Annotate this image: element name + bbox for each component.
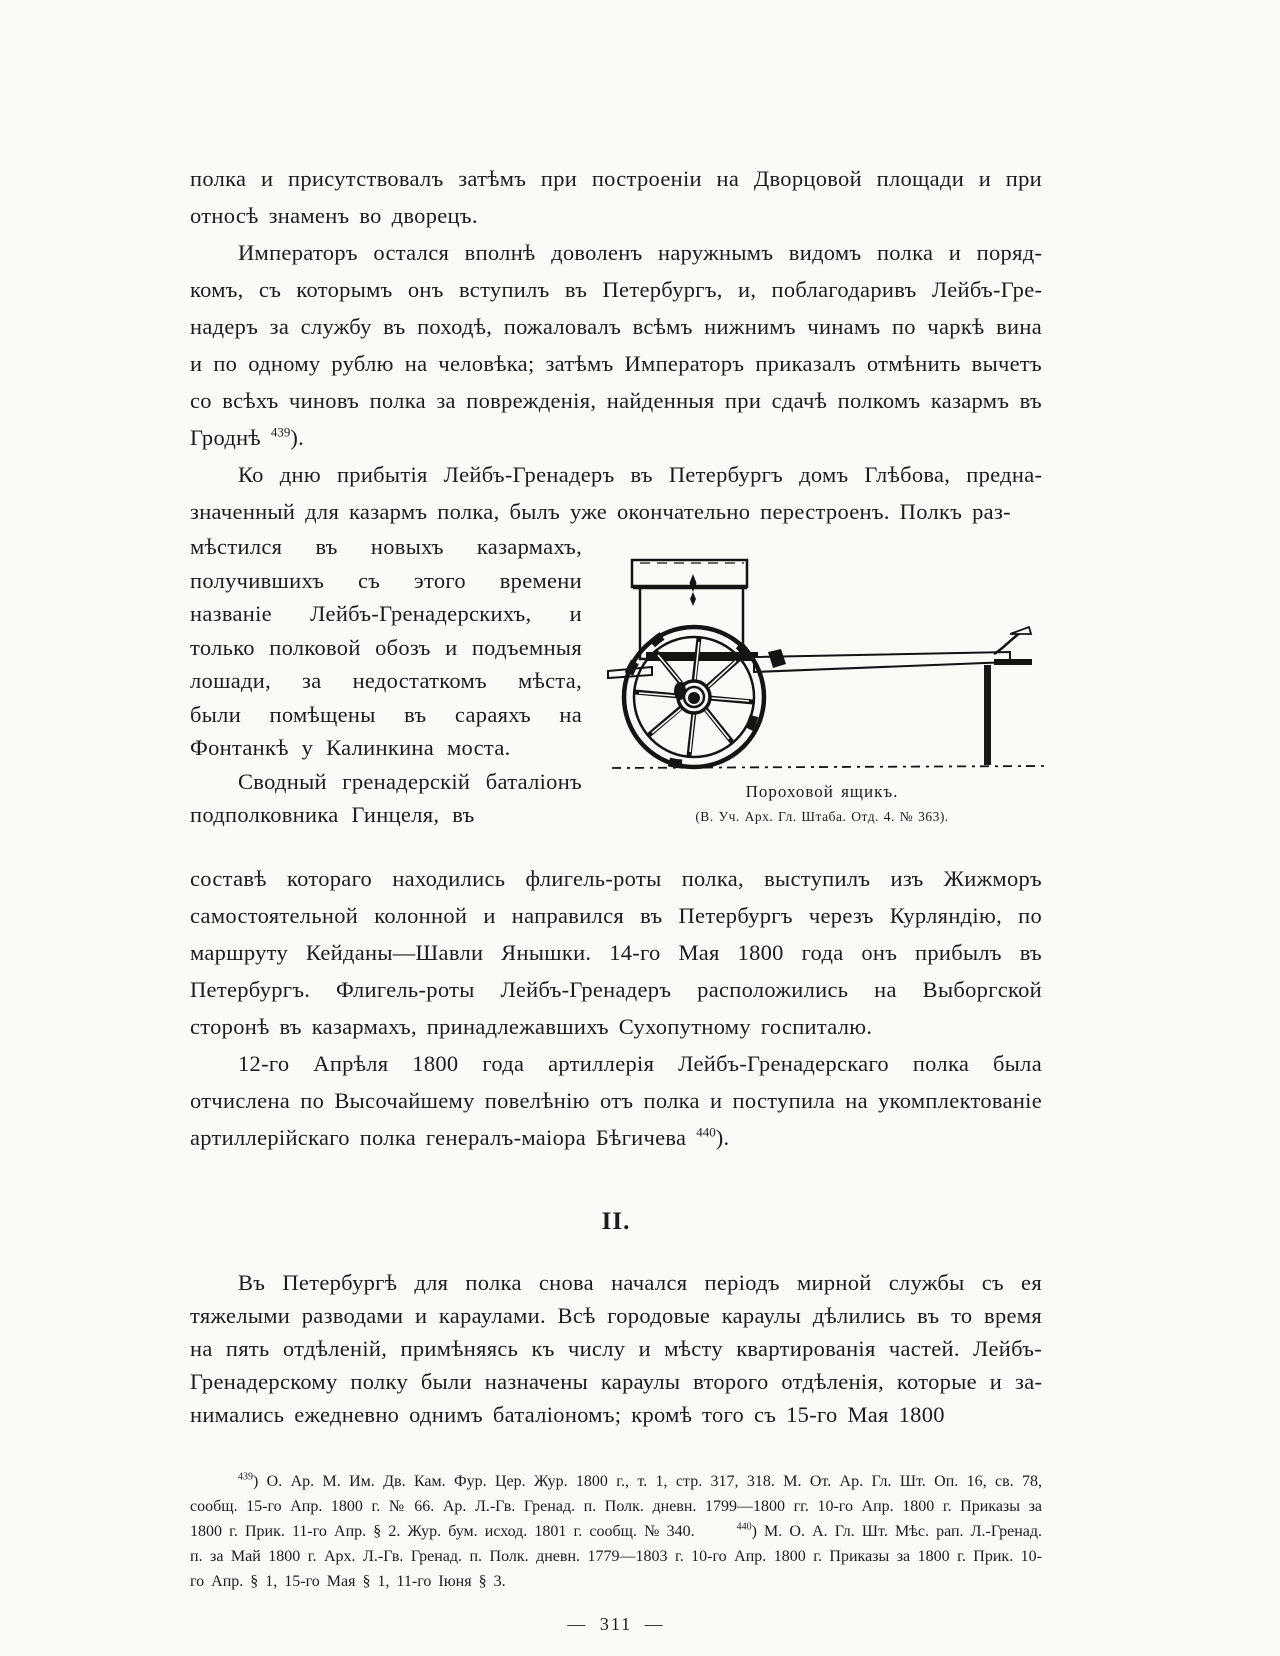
paragraph-tail: ). bbox=[715, 1125, 730, 1150]
section-heading: II. bbox=[601, 1208, 631, 1235]
paragraph-petersburg-service bbox=[190, 1266, 1042, 1431]
paragraph-text: Императоръ остался вполнѣ доволенъ наружнымъ видомъ полка и порядкомъ, съ которымъ онъ вступилъ въ Петербургъ, и, поблагодаривъ Лейбъ-Гренадеръ за службу въ походѣ, пожаловалъ всѣмъ нижнимъ чинамъ по чаркѣ вина и по одному рублю на человѣка; затѣмъ Императоръ приказалъ отмѣнить вычетъ со всѣхъ чиновъ полка за поврежденія, найденныя при сдачѣ полкомъ казармъ въ Гроднѣ bbox=[190, 240, 1042, 450]
footnotes-block bbox=[190, 1469, 1042, 1594]
hub-shadow bbox=[674, 682, 686, 700]
paragraph-tail: ). bbox=[290, 425, 305, 450]
page-number: — 311 — bbox=[567, 1614, 665, 1634]
powder-cart-illustration bbox=[596, 530, 1048, 772]
paragraph-battalion-start bbox=[190, 765, 582, 832]
paragraph-text: Ко дню прибытія Лейбъ-Гренадеръ въ Петербургъ домъ Глѣбова, предназначенный для казармъ полка, былъ уже окончательно перестроенъ. Полкъ раз- bbox=[190, 462, 1042, 524]
paragraph-text: полка и присутствовалъ затѣмъ при построеніи на Дворцовой площади и при относѣ знаменъ во дворецъ. bbox=[190, 166, 1042, 228]
footnote-439-marker: 439 bbox=[238, 1471, 253, 1483]
pole-hook-tip bbox=[1010, 627, 1031, 634]
footnote-marker-440: 440 bbox=[696, 1124, 716, 1140]
paragraph-text: Въ Петербургѣ для полка снова начался періодъ мирной службы съ ея тяжелыми разводами и караулами. Всѣ городовые караулы дѣлились въ то время на пять отдѣленій, примѣняясь къ числу и мѣсту квартированія частей. Лейбъ-Гренадерскому полку были назначены караулы второго отдѣленія, которые и занимались ежедневно однимъ баталіономъ; кромѣ того съ 15-го Мая 1800 bbox=[190, 1270, 1042, 1427]
footnote-439-text: ) О. Ар. М. Им. Дв. Кам. Фур. Цер. Жур. 1800 г., т. 1, стр. 317, 318. М. От. Ар. Гл. Шт. Оп. 16, св. 78, сообщ. 15-го Апр. 1800 г. № 66. Ар. Л.-Гв. Гренад. п. Полк. дневн. 1799—1800 гг. 10-го Апр. 1800 г. Приказы за 1800 г. Прик. 11-го Апр. § 2. Жур. бум. исход. 1801 г. сообщ. № 340. bbox=[190, 1473, 1042, 1540]
footnote-marker-439: 439 bbox=[270, 424, 291, 440]
paragraph-continuation bbox=[190, 160, 1042, 234]
footnote-440-marker: 440 bbox=[736, 1521, 752, 1533]
paragraph-text: 12-го Апрѣля 1800 года артиллерія Лейбъ-Гренадерскаго полка была отчислена по Высочайшему повелѣнію отъ полка и поступила на укомплектованіе артиллерійскаго полка генералъ-маіора Бѣгичева bbox=[190, 1051, 1042, 1150]
powder-box-lid bbox=[632, 560, 747, 587]
paragraph-battalion-continued bbox=[190, 860, 1042, 1045]
text-block bbox=[190, 160, 1042, 1635]
paragraph-text: Сводный гренадерскій баталіонъ подполковника Гинцеля, въ bbox=[190, 768, 582, 827]
paragraph-barracks bbox=[190, 530, 582, 765]
figure-caption-source: (В. Уч. Арх. Гл. Штаба. Отд. 4. № 363). bbox=[695, 809, 949, 824]
powder-cart-figure bbox=[596, 530, 1048, 825]
figure-caption bbox=[596, 782, 1048, 825]
figure-column bbox=[582, 530, 1048, 860]
cart-pole bbox=[754, 652, 1010, 672]
pole-end-plate bbox=[994, 659, 1032, 665]
paragraph-artillery bbox=[190, 1045, 1042, 1156]
paragraph-arrival-intro bbox=[190, 456, 1042, 530]
paragraph-text: составѣ котораго находились флигель-роты полка, выступилъ изъ Жижморъ самостоятельной колонной и направился въ Петербургъ черезъ Курляндію, по маршруту Кейданы—Шавли Янышки. 14-го Мая 1800 года онъ прибылъ въ Петербургъ. Флигель-роты Лейбъ-Гренадеръ расположились на Выборгской сторонѣ въ казармахъ, принадлежавшихъ Сухопутному госпиталю. bbox=[190, 866, 1042, 1039]
wheel-hub-center bbox=[688, 692, 700, 704]
footnote-440-text: ) М. О. А. Гл. Шт. Мѣс. рап. Л.-Гренад. п. за Май 1800 г. Арх. Л.-Гв. Гренад. п. Полк. дневн. 1779—1803 г. 10-го Апр. 1800 г. Приказы за 1800 г. Прик. 10-го Апр. § 1, 15-го Мая § 1, 11-го Іюня § 3. bbox=[190, 1523, 1043, 1590]
paragraph-emperor bbox=[190, 234, 1042, 456]
wrapped-text-column bbox=[190, 530, 582, 832]
figure-row bbox=[190, 530, 1042, 860]
paragraph-text: мѣстился въ новыхъ казармахъ, получившихъ съ этого времени названіе Лейбъ-Гренадерскихъ, и только полковой обозъ и подъемныя лошади, за недостаткомъ мѣста, были помѣщены въ сараяхъ на Фонтанкѣ у Калинкина моста. bbox=[190, 534, 582, 760]
figure-caption-title: Пороховой ящикъ. bbox=[745, 782, 899, 801]
prop-stick bbox=[984, 665, 991, 765]
